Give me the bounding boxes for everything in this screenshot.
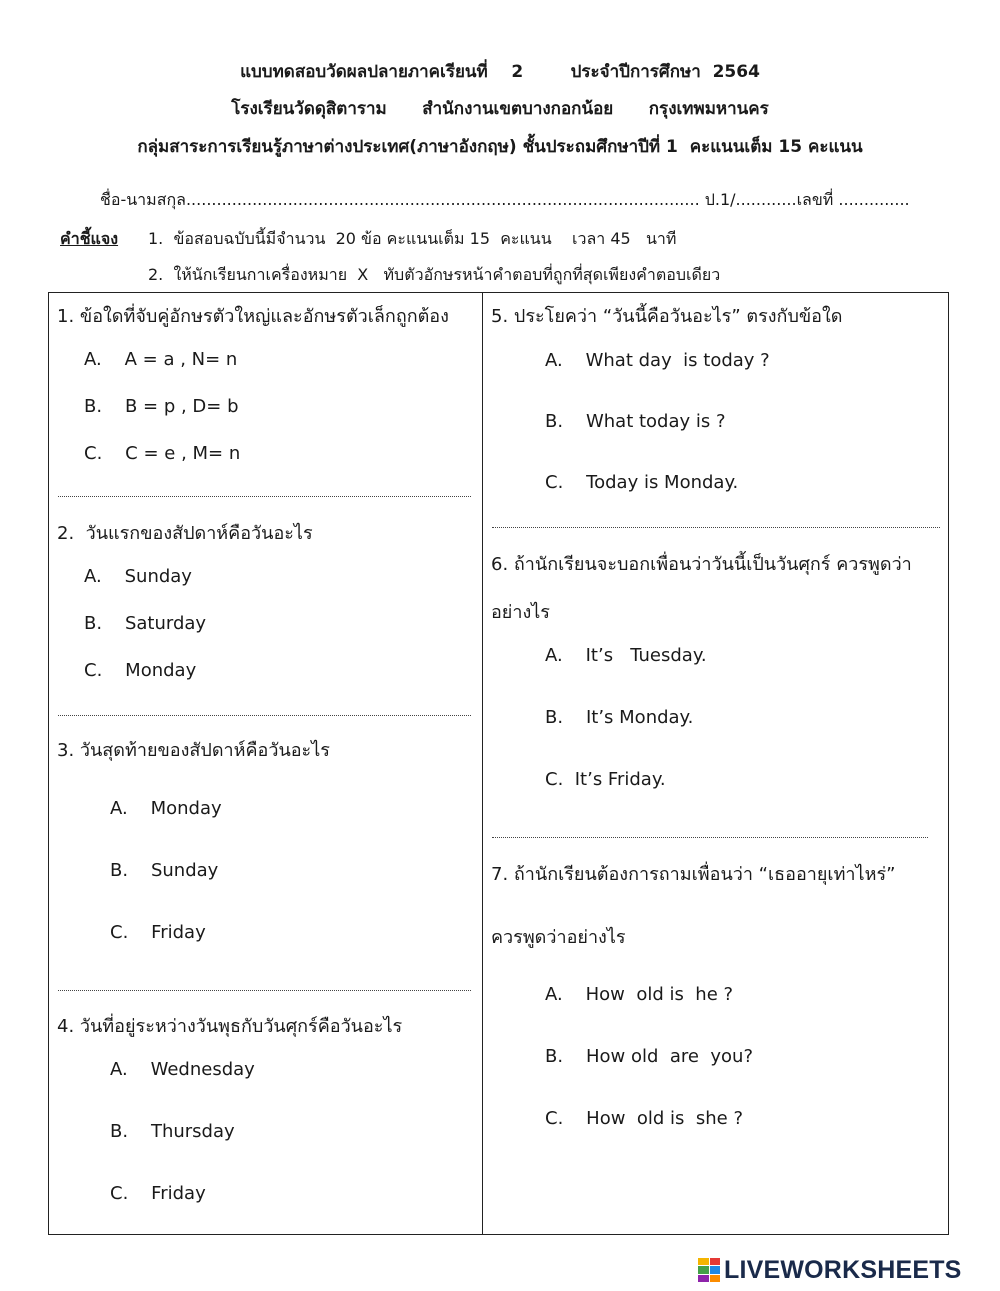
- exam-title: แบบทดสอบวัดผลปลายภาคเรียนที่ 2 ประจำปีการศึกษา 2564: [240, 62, 760, 82]
- question-6-cont: อย่างไร: [491, 602, 550, 623]
- q4-option-c[interactable]: C. Friday: [110, 1183, 206, 1204]
- question-2: 2. วันแรกของสัปดาห์คือวันอะไร: [57, 523, 313, 544]
- q3-option-a[interactable]: A. Monday: [110, 798, 222, 819]
- q2-option-a[interactable]: A. Sunday: [84, 566, 192, 587]
- question-3: 3. วันสุดท้ายของสัปดาห์คือวันอะไร: [57, 740, 330, 761]
- q1-option-c[interactable]: C. C = e , M= n: [84, 443, 241, 464]
- student-name-line: ชื่อ-นามสกุล..................................................................................................... ป.1/............เลขที่ ..............: [100, 190, 910, 209]
- question-4: 4. วันที่อยู่ระหว่างวันพุธกับวันศุกร์คือวันอะไร: [57, 1016, 403, 1037]
- question-7-cont: ควรพูดว่าอย่างไร: [491, 927, 626, 948]
- q4-option-a[interactable]: A. Wednesday: [110, 1059, 255, 1080]
- liveworksheets-logo-icon: [698, 1258, 720, 1282]
- separator: [58, 715, 471, 716]
- brand-name: LIVEWORKSHEETS: [724, 1255, 962, 1284]
- separator: [492, 527, 940, 528]
- q5-option-a[interactable]: A. What day is today ?: [545, 350, 770, 371]
- q6-option-b[interactable]: B. It’s Monday.: [545, 707, 694, 728]
- q1-option-a[interactable]: A. A = a , N= n: [84, 349, 238, 370]
- question-1: 1. ข้อใดที่จับคู่อักษรตัวใหญ่และอักษรตัวเล็กถูกต้อง: [57, 306, 449, 327]
- q7-option-c[interactable]: C. How old is she ?: [545, 1108, 744, 1129]
- separator: [492, 837, 928, 838]
- q2-option-b[interactable]: B. Saturday: [84, 613, 207, 634]
- instructions-label: คำชี้แจง: [60, 229, 119, 248]
- instruction-2: 2. ให้นักเรียนกาเครื่องหมาย X ทับตัวอักษรหน้าคำตอบที่ถูกที่สุดเพียงคำตอบเดียว: [148, 265, 721, 284]
- school-line: โรงเรียนวัดดุสิตาราม สำนักงานเขตบางกอกน้อย กรุงเทพมหานคร: [231, 99, 769, 119]
- subject-line: กลุ่มสาระการเรียนรู้ภาษาต่างประเทศ(ภาษาอังกฤษ) ชั้นประถมศึกษาปีที่ 1 คะแนนเต็ม 15 คะแนน: [137, 137, 863, 157]
- separator: [58, 990, 471, 991]
- q3-option-b[interactable]: B. Sunday: [110, 860, 219, 881]
- q3-option-c[interactable]: C. Friday: [110, 922, 206, 943]
- question-6: 6. ถ้านักเรียนจะบอกเพื่อนว่าวันนี้เป็นวันศุกร์ ควรพูดว่า: [491, 554, 912, 575]
- q5-option-b[interactable]: B. What today is ?: [545, 411, 726, 432]
- column-divider: [482, 292, 483, 1235]
- q7-option-b[interactable]: B. How old are you?: [545, 1046, 754, 1067]
- instruction-1: 1. ข้อสอบฉบับนี้มีจำนวน 20 ข้อ คะแนนเต็ม 15 คะแนน เวลา 45 นาที: [148, 229, 677, 248]
- q2-option-c[interactable]: C. Monday: [84, 660, 197, 681]
- liveworksheets-brand[interactable]: [698, 1256, 962, 1284]
- q6-option-a[interactable]: A. It’s Tuesday.: [545, 645, 707, 666]
- q4-option-b[interactable]: B. Thursday: [110, 1121, 235, 1142]
- q5-option-c[interactable]: C. Today is Monday.: [545, 472, 739, 493]
- q7-option-a[interactable]: A. How old is he ?: [545, 984, 734, 1005]
- question-7: 7. ถ้านักเรียนต้องการถามเพื่อนว่า “เธออายุเท่าไหร่”: [491, 864, 896, 885]
- separator: [58, 496, 471, 497]
- question-5: 5. ประโยคว่า “วันนี้คือวันอะไร” ตรงกับข้อใด: [491, 306, 843, 327]
- q6-option-c[interactable]: C. It’s Friday.: [545, 769, 666, 790]
- q1-option-b[interactable]: B. B = p , D= b: [84, 396, 239, 417]
